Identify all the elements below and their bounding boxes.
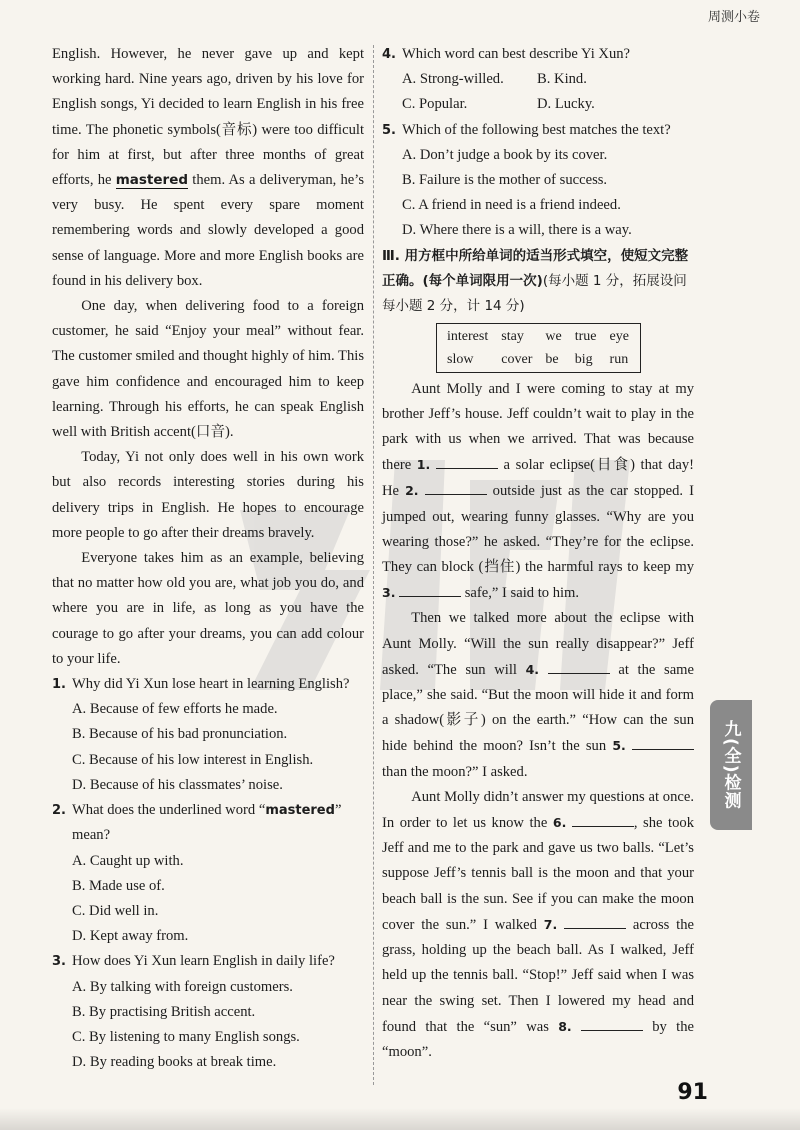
question-number: 2. bbox=[52, 803, 66, 819]
blank-4[interactable] bbox=[548, 659, 610, 674]
option-a[interactable]: A. By talking with foreign customers. bbox=[72, 978, 293, 995]
option-c[interactable]: C. By listening to many English songs. bbox=[72, 1028, 300, 1045]
question-number: 3. bbox=[52, 954, 66, 970]
question-stem: Which word can best describe Yi Xun? bbox=[402, 46, 631, 62]
question-stem: Which of the following best matches the text? bbox=[402, 121, 671, 138]
blank-number-1: 1. bbox=[416, 457, 431, 473]
option-b[interactable]: B. Because of his bad pronunciation. bbox=[72, 726, 288, 743]
word-box-item: interest bbox=[447, 328, 489, 344]
word-box-item: eye bbox=[609, 328, 629, 344]
blank-1[interactable] bbox=[436, 454, 498, 469]
cloze-paragraph-3: Aunt Molly didn’t answer my questions at once. In order to let us know the 6. , she took Jeff and me to the park and gave us two balls. “Let’s suppose Jeff’s tennis ball is the moon and that your beach ball is the sun. See if you can make the moon cover the sun.” I walked 7. across the grass, holding up the beach ball. As I walked, Jeff held up the tennis ball. “Stop!” Jeff said when I was near the swing set. Then I lowered my head and found that the “sun” was 8. by the “moon”. bbox=[382, 788, 694, 1060]
option-d[interactable]: D. Lucky. bbox=[537, 96, 595, 113]
option-a[interactable]: A. Strong-willed. bbox=[402, 71, 504, 88]
option-c[interactable]: C. Did well in. bbox=[72, 902, 159, 919]
option-a[interactable]: A. Because of few efforts he made. bbox=[72, 701, 278, 718]
question-5 bbox=[382, 118, 694, 244]
word-box-item: big bbox=[574, 351, 593, 367]
cloze-paragraph-1: Aunt Molly and I were coming to stay at my brother Jeff’s house. Jeff couldn’t wait to play in the park with us when we arrived. That was because there 1. a solar eclipse(日食) that day! He 2. outside just as the car stopped. I jumped out, wearing funny glasses. “Why are you wearing those?” he asked. “They’re for the eclipse. They can block (挡住) the harmful rays to keep my 3. safe,” I said to him. bbox=[382, 380, 694, 602]
option-c[interactable]: C. Popular. bbox=[402, 96, 468, 113]
word-box bbox=[436, 323, 641, 373]
option-d[interactable]: D. Kept away from. bbox=[72, 928, 189, 945]
blank-number-6: 6. bbox=[552, 815, 567, 831]
blank-number-4: 4. bbox=[525, 661, 540, 677]
passage-paragraph-4: Everyone takes him as an example, believing that no matter how old you are, what job you do, and where you are in life, as long as you have the courage to go after your dreams, you can add colour to your life. bbox=[52, 550, 364, 667]
blank-number-7: 7. bbox=[543, 916, 558, 932]
question-4 bbox=[382, 42, 694, 118]
word-box-item: run bbox=[609, 351, 629, 367]
right-column bbox=[382, 42, 694, 1065]
blank-8[interactable] bbox=[581, 1016, 643, 1031]
blank-number-5: 5. bbox=[612, 738, 626, 754]
option-a[interactable]: A. Don’t judge a book by its cover. bbox=[402, 146, 608, 163]
passage-paragraph-2: One day, when delivering food to a foreign customer, he said “Enjoy your meal” without fear. The customer smiled and thought highly of him. This gave him confidence and encouraged him to keep learning. Through his efforts, he can speak English well with British accent(口音). bbox=[52, 298, 364, 441]
blank-number-8: 8. bbox=[558, 1018, 572, 1034]
quoted-word: mastered bbox=[265, 803, 335, 819]
page-edge-shadow bbox=[0, 1108, 800, 1130]
blank-number-2: 2. bbox=[405, 483, 419, 499]
option-b[interactable]: B. Kind. bbox=[537, 71, 587, 88]
question-stem: What does the underlined word “mastered” mean? bbox=[72, 802, 342, 844]
option-d[interactable]: D. By reading books at break time. bbox=[72, 1054, 277, 1071]
word-box-item: we bbox=[545, 328, 562, 344]
left-column bbox=[52, 42, 364, 1075]
question-3 bbox=[52, 949, 364, 1075]
option-d[interactable]: D. Because of his classmates’ noise. bbox=[72, 776, 283, 793]
question-stem: Why did Yi Xun lose heart in learning English? bbox=[72, 676, 350, 693]
question-number: 5. bbox=[382, 122, 396, 138]
section-3-instructions: Ⅲ. 用方框中所给单词的适当形式填空，使短文完整正确。(每个单词限用一次)(每小题 1 分，拓展设问每小题 2 分，计 14 分) bbox=[382, 247, 689, 314]
blank-7[interactable] bbox=[564, 914, 626, 929]
underlined-word-mastered: mastered bbox=[115, 172, 189, 189]
word-box-item: slow bbox=[447, 351, 474, 367]
word-box-item: cover bbox=[501, 351, 533, 367]
passage-paragraph-3: Today, Yi not only does well in his own work but also records interesting stories during his delivery trips in English. He hopes to encourage more people to go after their dreams bravely. bbox=[52, 449, 364, 541]
option-b[interactable]: B. By practising British accent. bbox=[72, 1003, 256, 1020]
blank-2[interactable] bbox=[425, 480, 487, 495]
word-box-item: stay bbox=[501, 328, 524, 344]
blank-6[interactable] bbox=[572, 812, 634, 827]
option-b[interactable]: B. Failure is the mother of success. bbox=[402, 172, 608, 189]
option-c[interactable]: C. A friend in need is a friend indeed. bbox=[402, 197, 621, 214]
question-stem: How does Yi Xun learn English in daily life? bbox=[72, 953, 335, 970]
blank-3[interactable] bbox=[399, 582, 461, 597]
options-grid bbox=[382, 67, 694, 117]
option-a[interactable]: A. Caught up with. bbox=[72, 852, 184, 869]
option-c[interactable]: C. Because of his low interest in English. bbox=[72, 751, 314, 768]
question-1 bbox=[52, 672, 364, 798]
question-number: 1. bbox=[52, 677, 66, 693]
blank-5[interactable] bbox=[632, 735, 694, 750]
option-d[interactable]: D. Where there is a will, there is a way. bbox=[402, 222, 632, 239]
blank-number-3: 3. bbox=[382, 585, 396, 601]
question-2 bbox=[52, 798, 364, 949]
passage-paragraph-1: English. However, he never gave up and kept working hard. Nine years ago, driven by his love for English songs, Yi decided to learn English in his free time. The phonetic symbols(音标) were too difficult for him at first, but after three months of great efforts, he mastered them. As a deliveryman, he’s very busy. He spent every spare moment remembering words and slowly developed a good sense of language. More and more English books are found in his delivery box. bbox=[52, 46, 365, 289]
side-tab: 九(全)检测 bbox=[710, 700, 752, 830]
question-number: 4. bbox=[382, 47, 396, 62]
word-box-item: true bbox=[574, 328, 597, 344]
page-number: 91 bbox=[677, 1080, 708, 1105]
word-box-item: be bbox=[545, 351, 559, 367]
option-b[interactable]: B. Made use of. bbox=[72, 877, 165, 894]
cloze-paragraph-2: Then we talked more about the eclipse with Aunt Molly. “Will the sun really disappear?” Jeff asked. “The sun will 4. at the same place,” she said. “But the moon will hide it and form a shadow(影子) on the earth.” “How can the sun hide behind the moon? Isn’t the sun 5. than the moon?” I asked. bbox=[382, 610, 694, 780]
header-tag: 周测小卷 bbox=[707, 10, 760, 25]
